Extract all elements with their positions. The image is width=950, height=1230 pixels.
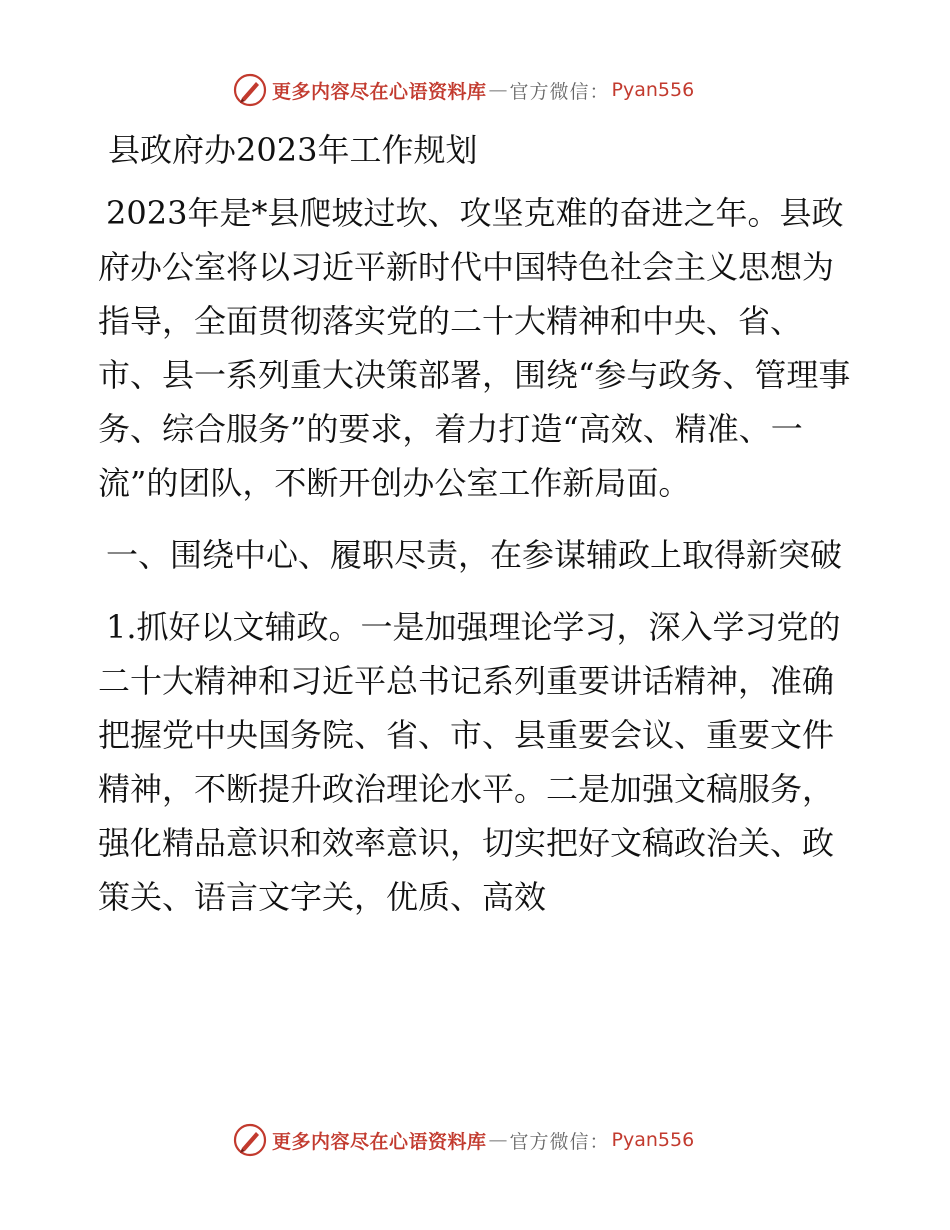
- watermark-label: 官方微信：: [509, 80, 610, 103]
- watermark-account: Pyan556: [611, 79, 695, 101]
- watermark-site: 更多内容尽在心语资料库: [272, 80, 487, 103]
- document-body: [98, 120, 858, 942]
- item-paragraph: 1.抓好以文辅政。一是加强理论学习，深入学习党的二十大精神和习近平总书记系列重要讲话精神，准确把握党中央国务院、省、市、县重要会议、重要文件精神，不断提升政治理论水平。二是加强文稿服务，强化精品意识和效率意识，切实把好文稿政治关、政策关、语言文字关，优质、高效: [98, 608, 841, 916]
- pen-logo-icon: [232, 72, 268, 108]
- section-heading: 一、围绕中心、履职尽责，在参谋辅政上取得新突破: [106, 536, 843, 574]
- intro-paragraph: 2023年是*县爬坡过坎、攻坚克难的奋进之年。县政府办公室将以习近平新时代中国特色社会主义思想为指导，全面贯彻落实党的二十大精神和中央、省、市、县一系列重大决策部署，围绕“参与政务、管理事务、综合服务”的要求，着力打造“高效、精准、一流”的团队，不断开创办公室工作新局面。: [98, 194, 851, 502]
- pen-logo-icon: [232, 1122, 268, 1158]
- watermark-header: [232, 70, 694, 110]
- watermark-dash: —: [488, 1129, 508, 1151]
- watermark-label: 官方微信：: [509, 1130, 610, 1153]
- watermark-site: 更多内容尽在心语资料库: [272, 1130, 487, 1153]
- watermark-account: Pyan556: [611, 1129, 695, 1151]
- watermark-footer: [232, 1120, 694, 1160]
- document-title: 县政府办2023年工作规划: [108, 131, 478, 169]
- watermark-dash: —: [488, 79, 508, 101]
